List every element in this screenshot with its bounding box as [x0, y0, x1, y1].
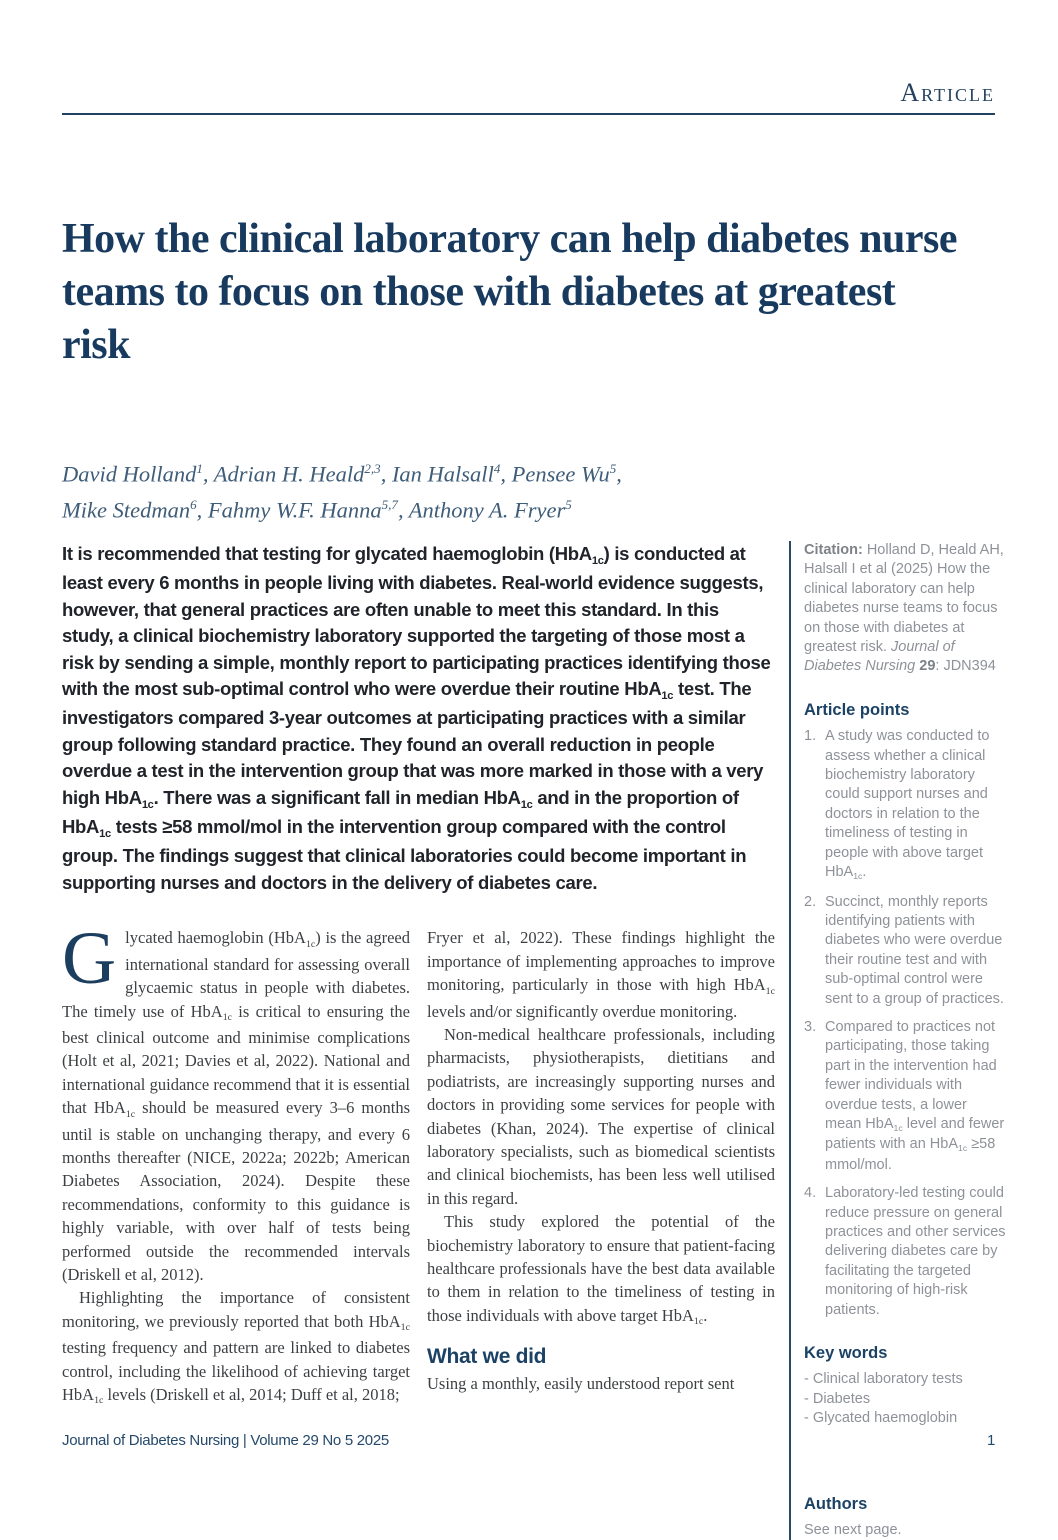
page-header [62, 0, 995, 115]
body-column-1 [62, 917, 411, 1409]
keyword-item: - Clinical laboratory tests [804, 1371, 963, 1388]
article-point: A study was conducted to assess whether a clinical biochemistry laboratory could support nurses and doctors in relation to the timeliness of testing in people with above target HbA$_{1c}$. [825, 728, 990, 882]
body-column-2 [427, 926, 775, 1409]
main-column [62, 541, 774, 1540]
sidebar-authors-heading: Authors [804, 1494, 868, 1513]
body-columns [62, 917, 775, 1409]
keywords-list [804, 1370, 1007, 1428]
drop-cap: G [62, 917, 117, 1001]
page-footer [62, 1432, 995, 1449]
citation: Citation: Holland D, Heald AH, Halsall I et al (2025) How the clinical laboratory can help diabetes nurse teams to focus on those with diabetes at greatest risk. Journal of Diabetes Nursing 29: JDN394 [804, 542, 1004, 675]
authors-block [62, 454, 995, 525]
authors-line-1: David Holland$^1$, Adrian H. Heald$^{2,3}$, Ian Halsall$^4$, Pensee Wu$^5$, [62, 461, 622, 487]
page-number: 1 [986, 1432, 995, 1449]
article-points-list [804, 727, 1007, 1320]
article-kicker: Article [900, 78, 995, 107]
content-row [62, 541, 1006, 1540]
sidebar-authors-note: See next page. [804, 1522, 902, 1539]
body-paragraph: Using a monthly, easily understood report sent [427, 1374, 735, 1394]
abstract: It is recommended that testing for glycated haemoglobin (HbA$_{1c}$) is conducted at least every 6 months in people living with diabetes. Real-world evidence suggests, however, that general practices are often unable to meet this standard. In this study, a clinical biochemistry laboratory supported the targeting of those most a risk by sending a simple, monthly report to participating practices identifying those with the most sub-optimal control who were overdue their routine HbA$_{1c}$ test. The investigators compared 3-year outcomes at participating practices with a similar group following standard practice. They found an overall reduction in people overdue a test in the intervention group that was more marked in those with a very high HbA$_{1c}$. There was a significant fall in median HbA$_{1c}$ and in the proportion of HbA$_{1c}$ tests ≥58 mmol/mol in the intervention group compared with the control group. The findings suggest that clinical laboratories could become important in supporting nurses and doctors in the delivery of diabetes care. [62, 543, 771, 893]
article-points-heading: Article points [804, 700, 910, 719]
authors-line-2: Mike Stedman$^6$, Fahmy W.F. Hanna$^{5,7}$, Anthony A. Fryer$^5$ [62, 496, 572, 522]
body-paragraph: Non-medical healthcare professionals, including pharmacists, physiotherapists, dietitians and podiatrists, are increasingly supporting nurses and doctors in providing some services for people with diabetes (Khan, 2024). The expertise of clinical laboratory specialists, such as biomedical scientists and clinical biochemists, has been less well utilised in this regard. [427, 1024, 775, 1208]
keyword-item: - Glycated haemoglobin [804, 1410, 958, 1427]
sidebar [789, 541, 1007, 1540]
paragraph-text: lycated haemoglobin (HbA$_{1c}$) is the agreed international standard for assessing overall glycaemic status in people with diabetes. The timely use of HbA$_{1c}$ is critical to ensuring the best clinical outcome and minimise complications (Holt et al, 2021; Davies et al, 2022). National and international guidance recommend that it is essential that HbA$_{1c}$ should be measured every 3–6 months until is stable on unchanging therapy, and every 6 months thereafter (NICE, 2022a; 2022b; American Diabetes Association, 2024). Despite these recommendations, conformity to this guidance is highly variable, with over half of tests being performed outside the recommended intervals (Driskell et al, 2012). [62, 928, 411, 1284]
body-paragraph: Fryer et al, 2022). These findings highlight the importance of implementing approaches to improve monitoring, particularly in those with high HbA$_{1c}$ levels and/or significantly overdue monitoring. [427, 928, 775, 1021]
body-paragraph: Highlighting the importance of consistent monitoring, we previously reported that both HbA$_{1c}$ testing frequency and pattern are linked to diabetes control, including the likelihood of achieving target HbA$_{1c}$ levels (Driskell et al, 2014; Duff et al, 2018; [62, 1288, 410, 1407]
article-point: Laboratory-led testing could reduce pressure on general practices and other services delivering diabetes care by facilitating the targeted monitoring of high-risk patients. [825, 1185, 1006, 1318]
article-title: How the clinical laboratory can help diabetes nurse teams to focus on those with diabetes at greatest risk [62, 216, 957, 368]
body-paragraph [62, 917, 411, 1286]
keywords-heading: Key words [804, 1344, 888, 1363]
body-paragraph: This study explored the potential of the biochemistry laboratory to ensure that patient-facing healthcare professionals have the best data available to them in relation to the timeliness of testing in those individuals with above target HbA$_{1c}$. [427, 1212, 775, 1328]
article-point: Succinct, monthly reports identifying patients with diabetes who were overdue their routine test and with sub-optimal control were sent to a group of practices. [825, 893, 1004, 1007]
keyword-item: - Diabetes [804, 1390, 871, 1407]
footer-journal-info: Journal of Diabetes Nursing | Volume 29 No 5 2025 [62, 1432, 389, 1449]
article-point: Compared to practices not participating, those taking part in the intervention had fewer individuals with overdue tests, a lower mean HbA$_{1c}$ level and fewer patients with an HbA$_{1c}$ ≥58 mmol/mol. [825, 1018, 1005, 1173]
section-heading-what-we-did: What we did [427, 1345, 547, 1369]
